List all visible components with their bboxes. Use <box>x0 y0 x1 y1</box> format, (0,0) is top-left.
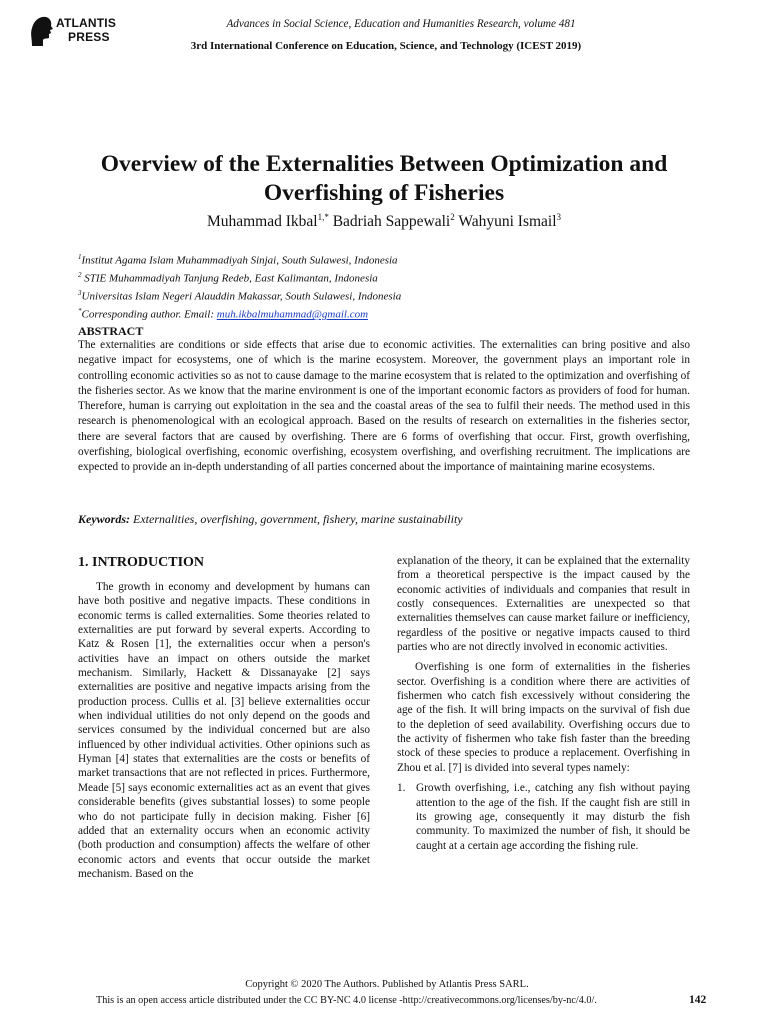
email-link[interactable]: muh.ikbalmuhammad@gmail.com <box>216 309 369 322</box>
conference-header: 3rd International Conference on Education, Science, and Technology (ICEST 2019) <box>190 40 582 52</box>
list-item <box>397 781 690 853</box>
left-column <box>78 580 370 881</box>
section-heading-introduction: 1. INTRODUCTION <box>78 555 205 570</box>
body-paragraph: Overfishing is one form of externalities in the fisheries sector. Overfishing is a condition where there are activities of fishermen who catch fish excessively without considering the age of the fish. It will bring impacts on the survival of fish due to the depletion of seed availability. Overfishing occurs due to the activity of fishermen who take fish faster than the breeding stock of these species to produce a replacement. Overfishing in Zhou et al. [7] is divided into several types namely: <box>397 661 690 774</box>
author-list <box>0 212 768 231</box>
journal-header: Advances in Social Science, Education and Humanities Research, volume 481 <box>226 18 576 30</box>
keywords-text: Externalities, overfishing, government, fishery, marine sustainability <box>130 512 463 526</box>
abstract-heading: ABSTRACT <box>78 324 144 338</box>
author-name: Muhammad Ikbal <box>206 213 318 231</box>
body-paragraph: explanation of the theory, it can be explained that the externality from a theoretical perspective is the impact caused by the economic activities of individuals and companies that result in costly consequences. Externalities are unexpected so that externalities themselves can cause market failure or inefficiency, regardless of the positive or negative impacts caused to third parties who are not directly involved in economic activities. <box>397 555 690 654</box>
keywords <box>78 512 463 527</box>
footer-copyright: Copyright © 2020 The Authors. Published by Atlantis Press SARL. <box>245 979 529 990</box>
author-affil-mark: 1,* <box>317 212 329 222</box>
author-affil-mark: 3 <box>556 212 562 222</box>
footer-license: This is an open access article distributed under the CC BY-NC 4.0 license -http://creativecommons.org/licenses/by-nc/4.0/. <box>96 995 597 1006</box>
corresponding-author: *Corresponding author. Email: muh.ikbalmuhammad@gmail.com <box>78 307 369 322</box>
list-item-text: Growth overfishing, i.e., catching any fish without paying attention to the age of the fish. If the caught fish are still in its growing age, consequently it may disturb the fish community. To maximized the number of fish, it should be caught at a certain age according the fishing rule. <box>416 782 690 852</box>
author-name: Wahyuni Ismail <box>458 213 557 231</box>
body-paragraph: The growth in economy and development by humans can have both positive and negative impacts. These conditions in economic terms is called externalities. Some theories related to externalities are put forward by several experts. According to Katz & Rosen [1], the externalities occur when a person's activities have an impact on others outside the market mechanism. Similarly, Hackett & Dissanayake [2] says externalities are positive and negative impacts arising from the production process. Cullis et al. [3] believe externalities occur when individual utilities do not only depend on the goods and services consumed by the individual concerned but are also influenced by other individual activities. Other opinions such as Hyman [4] states that externalities are the costs or benefits of market transactions that are not reflected in prices. Furthermore, Meade [5] says economic externalities act as an event that gives considerable benefits (gives substantial losses) to some people who do not participate fully in decision making. Fisher [6] added that an externality occurs when an economic activity (both production and consumption) affects the welfare of other economic actors and events that occur outside the market mechanism. Based on the <box>78 581 370 880</box>
logo-text-press: PRESS <box>68 30 110 44</box>
paper-title: Overview of the Externalities Between Optimization and Overfishing of Fisheries <box>100 151 668 206</box>
affiliation-line: $^3$Universitas Islam Negeri Alauddin Makassar, South Sulawesi, Indonesia <box>78 289 402 303</box>
keywords-label: Keywords: <box>78 512 130 526</box>
author-affil-mark: 2 <box>450 212 455 222</box>
right-column <box>397 554 690 853</box>
affiliations <box>78 250 401 323</box>
logo-text-atlantis: ATLANTIS <box>56 16 117 30</box>
list-item-number: 1. <box>397 782 406 795</box>
author-name: Badriah Sappewali <box>332 213 451 231</box>
abstract-text: The externalities are conditions or side effects that arise due to economic activities. The externalities can bring positive and also negative impact for ecosystems, one of which is the marine ecosystem. Moreover, the government plays an important role in controlling economic activities so as not to cause damage to the marine ecosystem that is related to the optimization and overfishing of the fisheries sector. As we know that the marine environment is one of the important economic factors as providers of food for human. Therefore, human is carrying out exploitation in the sea and the coastal areas of the sea to fulfil their needs. The method used in this research is phenomenological with an ecological approach. Based on the results of research on externalities in the fisheries sector, there are several factors that are caused by overfishing. There are 6 forms of overfishing that occur. First, growth overfishing, overfishing, biological overfishing, economic overfishing, ecosystem overfishing, and overfishing recruitment. The implications are expected to provide an in-depth understanding of all parties concerned about the importance of maintaining marine ecosystems. <box>78 339 690 474</box>
affiliation-line: $^1$Institut Agama Islam Muhammadiyah Sinjai, South Sulawesi, Indonesia <box>78 253 398 267</box>
page-number: 142 <box>689 994 707 1006</box>
affiliation-line: $^2$ STIE Muhammadiyah Tanjung Redeb, East Kalimantan, Indonesia <box>78 271 378 285</box>
